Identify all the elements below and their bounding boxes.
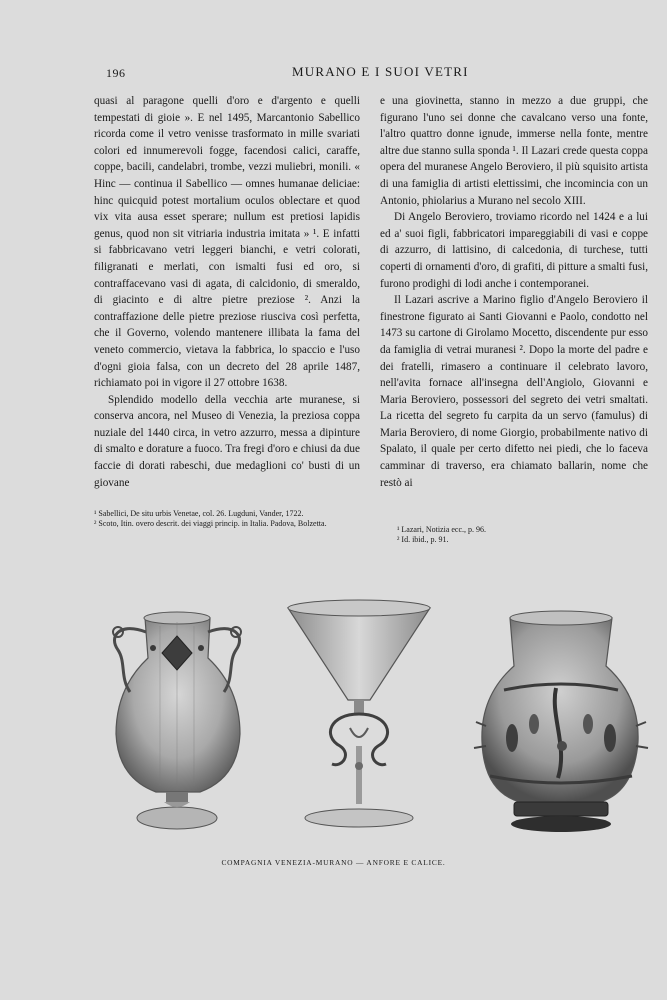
paragraph: Il Lazari ascrive a Marino figlio d'Angelo Beroviero il finestrone figurato ai Santi Giovanni e Paolo, condotto nel 1473 su cartone di Girolamo Mocetto, discendente pur esso da famiglia di vetrai muranesi ². Dopo la morte del padre e dei fratelli, rimasero a continuare il celebrato lavoro, nell'avita fornace all'insegna dell'Angiolo, Giovanni e Maria Beroviero, possessori del segreto dei vetri smaltati. La ricetta del segreto fu carpita da un servo (famulus) di Maria Beroviero, di nome Giorgio, probabilmente nativo di Spalato, il quale per certo difetto nei piedi, che lo faceva camminar di traverso, era chiamato ballarin, nome che restò ai [380,294,648,489]
footnote: ¹ Lazari, Notizia ecc., p. 96. [397,525,487,534]
figure-caption: COMPAGNIA VENEZIA-MURANO — ANFORE E CALICE. [221,858,446,867]
central-chalice [288,600,430,827]
running-title: MURANO E I SUOI VETRI [292,64,469,79]
paragraph: Splendido modello della vecchia arte muranese, si conserva ancora, nel Museo di Venezia, la preziosa coppa nuziale del 1440 circa, in vetro azzurro, messa a dipinture di smalto e dorature a fuoco. Tra fregi d'oro e chiusi da due faccie di dorati rabeschi, due medaglioni co' busti di un giovane [94,393,360,489]
footnotes-left [94,509,366,529]
page-number: 196 [106,66,126,80]
footnote: ¹ Sabellici, De situ urbis Venetae, col. 26. Lugduni, Vander, 1722. [94,509,304,518]
left-text-column [94,93,360,491]
right-text-column [380,93,648,491]
paragraph: Di Angelo Beroviero, troviamo ricordo nel 1424 e a lui ed a' suoi figli, fabbricatori impareggiabili di vasi e coppe di azzurro, di lattisino, di calcedonia, di turchese, tutti coperti di ornamenti d'oro, di grafiti, di pitture a smalti fusi, furono prodighi di lodi anche i contemporanei. [380,211,648,290]
left-amphora [113,612,241,829]
paragraph: e una giovinetta, stanno in mezzo a due gruppi, che figurano l'uno sei donne che cavalcano verso una fonte, l'altro quattro donne ignude, immerse nella fonte, mentre altre due stanno sulla sponda ¹. Il Lazari crede questa coppa opera del muranese Angelo Beroviero, il più squisito artista di una famiglia di artisti elettissimi, che incomincia con un Antonio, phiolarius a Murano nel secolo XIII. [380,95,648,207]
glassware-illustration [90,596,650,856]
footnotes-right [397,525,637,545]
right-vase [474,611,648,832]
paragraph: quasi al paragone quelli d'oro e d'argento e quelli tempestati di gioie ». E nel 1495, Marcantonio Sabellico ricorda come il vetro venisse trasformato in mille svariati colori ed innumerevoli fogge, facendosi calici, caraffe, coppe, bacili, candelabri, trombe, vezzi muliebri, monili. « Hinc — continua il Sabellico — omnes humanae deliciae: hinc quicquid potest mortalium oculos oblectare et quod vix vita ausa esset sperare; nullum est pretiosi lapidis genus, quod non sit vitriaria industria imitata » ¹. E infatti si fabbricavano vetri leggeri bianchi, e vetri colorati, filigranati e merlati, con ismalti fusi ed oro, si contraffacevano vasi di agata, di calcidonio, di smeraldo, di giacinto e di altre pietre preziose ². Anzi la contraffazione delle pietre preziose riusciva così perfetta, che il Governo, volendo mantenere illibata la fama del veneto commercio, vietava la fabbrica, lo spaccio e l'uso d'ogni gioia falsa, con un decreto del 28 aprile 1487, richiamato poi in vigore il 27 ottobre 1638. [94,95,360,390]
footnote: ² Scoto, Itin. overo descrit. dei viaggi princip. in Italia. Padova, Bolzetta. [94,519,327,528]
footnote: ² Id. ibid., p. 91. [397,535,449,544]
